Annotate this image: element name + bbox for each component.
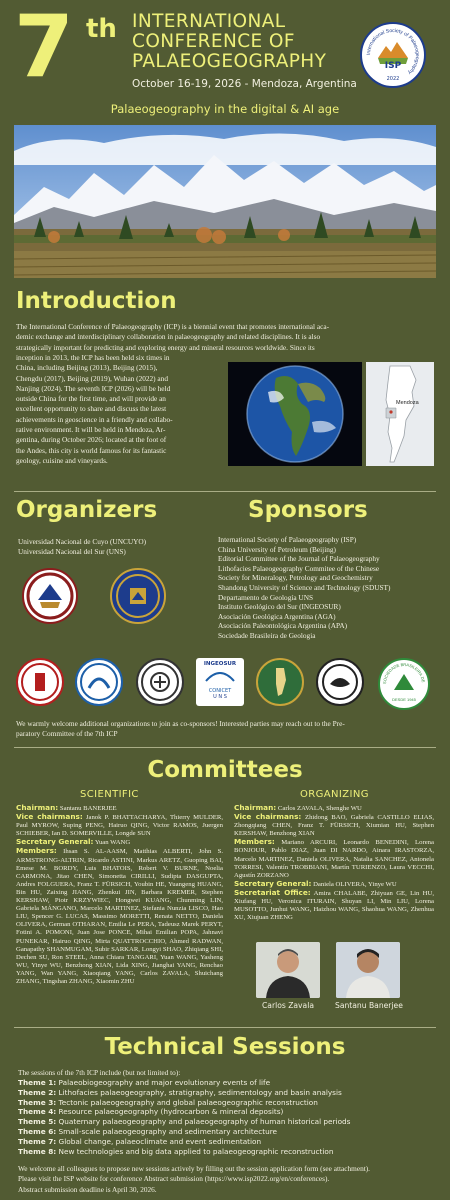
sponsor-item: Asociación Geológica Argentina (AGA) (218, 611, 336, 621)
organizer-item: Universidad Nacional de Cuyo (UNCUYO) (18, 537, 147, 546)
section-divider (14, 491, 436, 492)
organizing-title: ORGANIZING (300, 789, 369, 800)
org-office-label: Secretariat Office: (234, 887, 311, 897)
org-chairman: Carlos ZAVALA, Shenghe WU (277, 805, 362, 812)
sponsor-item: Instituto Geológico del Sur (INGEOSUR) (218, 602, 341, 612)
sci-chairman-label: Chairman: (16, 803, 59, 812)
org-secretary: Daniela OLIVERA, Yinye WU (313, 880, 397, 888)
theme-text: Resource palaeogeography (hydrocarbon & mineral deposits) (58, 1107, 284, 1117)
sci-members: Ihsan S. AL-AASM, Matthias ALBERTI, John S. ARMSTRONG-ALTRIN, Ricardo ASTINI, Markus ARETZ, Guoping BAI, Emese M. BORDY, Luis BHATOIS, Robert V. BURNE, Noelia CARMONA, Jitao CHEN, Simonetta CIRILLI, Sudipta DASGUPTA, Andres FOLGUERA, Franz T. FÜRSICH, Youbin HE, Yuangeng HUANG, Bin HU, Zaixing JIANG, Zhenkui JIN, Barbara KREMER, Stephen KERSHAW, Piotr KRZYWIEC, Hongwei KUANG, Chunming LIN, Gabriela MÁNGANO, Marcelo MARTINEZ, Stefania Nunzia LISCO, Hao LIU, Spencer G. LUCAS, Massimo MORETTI, Renata NETTO, Daniela OLIVERA, German OTHARAN, Emilia Le PERA, Tadeusz Marek PERYT, Fotini A. POMONI, Juan Jose PONCE, Mihai Emilian POPA, Jahnavi PUNEKAR, Hairuo QING, Mirta QUATTROCCHIO, Ahmed RADWAN, Ganapathy SHANMUGAM, Subir SARKAR, Longyi SHAO, Zhiqiang SHI, Dechen SU, Ron STEEL, Anna Chiara TANGARI, Yuan WANG, Yasheng WU, Yinye WU, Benzhong XIAN, Lida XING, Jianghai YANG, Renchao YANG, Wan YANG, Xiaoqiang YANG, Carlos ZAVALA, Shuichang ZHANG, Tingshan ZHANG, Xiaomin ZHU (16, 848, 223, 985)
scientific-title: SCIENTIFIC (80, 789, 139, 800)
theme-text: New technologies and big data applied to palaeogeographic reconstruction (58, 1146, 334, 1156)
org-vice-label: Vice chairmans: (234, 812, 302, 822)
committees-heading: Committees (147, 757, 303, 783)
intro-line: the Andes, this city is world famous for its fantastic (16, 445, 167, 455)
welcome-line: paratory Committee of the 7th ICP (16, 729, 118, 739)
isp-logo (360, 22, 426, 88)
theme-label: Theme 1: (18, 1078, 57, 1087)
sci-chairman: Santanu BANERJEE (59, 805, 117, 812)
uns-seal (110, 568, 166, 624)
sbg-logo (378, 658, 430, 710)
aga-logo (256, 658, 304, 706)
organizing-committee (234, 804, 434, 922)
edition-ordinal: th (86, 14, 117, 44)
sponsor-item: Society for Mineralogy, Petrology and Geochemistry (218, 573, 373, 583)
sci-vice: Janok P. BHATTACHARYA, Thierry MULDER, Paul MYROW, Suping PENG, Hairuo QING, Victor RAMOS, Juergen SCHIEBER, Ian D. SOMERVILLE, Longde SUN (16, 814, 223, 838)
sbg-ring-text: SOCIEDADE BRASILEIRA DE (381, 661, 426, 685)
scientific-committee (16, 804, 223, 986)
org-members: Mariano ARCURI, Leonardo BENEDINI, Lorena BONJOUR, Pablo DIAZ, Juan DI NARDO, Ainara IRASTORZA, Marcelo MARTINEZ, Daniela OLIVERA, Natalia SANCHEZ, Antonela TORRESI, Valentín TROBBIANI, Martín TURIENZO, Laura VECCHI, Agustín ZORZANO (234, 839, 434, 879)
ingeosur-text: INGEOSUR (203, 661, 237, 667)
intro-line: Chengdu (2017), Beijing (2019), Wuhan (2022) and (16, 373, 168, 383)
closing-line: Abstract submission deadline is April 30, 2026. (18, 1184, 157, 1194)
apa-logo (316, 658, 364, 706)
theme-text: Global change, palaeoclimate and event sedimentation (58, 1136, 262, 1146)
sponsor-item: Departamento de Geología UNS (218, 592, 314, 602)
org-secretary-label: Secretary General: (234, 878, 312, 888)
theme-label: Theme 6: (18, 1126, 57, 1136)
sponsor-item: Asociación Paleontológica Argentina (APA) (218, 621, 348, 631)
closing-line: We welcome all colleagues to propose new sessions actively by filling out the session application form (see attachment). (18, 1164, 370, 1173)
theme-label: Theme 5: (18, 1117, 57, 1127)
sponsors-heading: Sponsors (248, 497, 368, 523)
intro-line: achievements in geoscience in a friendly and collabo- (16, 414, 173, 424)
logo-year: 2022 (386, 76, 400, 82)
caption-carlos-zavala: Carlos Zavala (262, 1001, 314, 1010)
sponsor-item: Lithofacies Palaeogeography Commitee of the Chinese (218, 563, 380, 573)
theme-text: Quaternary palaeogeography and palaeogeography of human historical periods (58, 1117, 351, 1127)
theme-label: Theme 8: (18, 1146, 57, 1156)
org-members-label: Members: (234, 837, 275, 847)
edition-number: 7 (14, 0, 74, 97)
intro-paragraph-side (16, 353, 224, 466)
closing-line: Please visit the ISP website for conference Abstract submission (https://www.isp2022.org/en/conferences). (18, 1174, 330, 1184)
section-divider (14, 747, 436, 748)
theme-text: Lithofacies palaeogeography, stratigraphy, sedimentology and basin analysis (58, 1087, 342, 1097)
theme-text: Palaeobiogeography and major evolutionary events of life (58, 1078, 271, 1087)
theme-text: Small-scale palaeogeography and sedimentary architecture (58, 1126, 278, 1136)
sessions-heading: Technical Sessions (104, 1034, 346, 1060)
intro-paragraph-top (16, 322, 434, 353)
intro-line: gentina, during October 2026; located at the foot of (16, 435, 167, 445)
organizer-item: Universidad Nacional del Sur (UNS) (18, 546, 126, 556)
theme-label: Theme 7: (18, 1136, 57, 1146)
theme-label: Theme 4: (18, 1107, 57, 1117)
andes-landscape-photo (14, 125, 436, 278)
theme-label: Theme 3: (18, 1097, 57, 1107)
theme-label: Theme 2: (18, 1087, 57, 1097)
sponsor-item: China University of Petroleum (Beijing) (218, 544, 336, 554)
organizers-list (18, 537, 146, 556)
themes-list (18, 1078, 350, 1156)
sponsor-item: Sociedade Brasileira de Geologia (218, 630, 316, 640)
title-line-3: PALAEOGEOGRAPHY (132, 51, 327, 72)
intro-heading: Introduction (16, 288, 177, 314)
portrait-santanu-banerjee (336, 942, 400, 998)
cosponsor-welcome (16, 719, 436, 740)
org-office: Amira CHALABE, Zhiyuan GE, Lin HU, Xiufang HU, Veronica ITURAIN, Shuyan LI, Min LIU, Lorena MUSOTTO, Junhui WANG, Haizhou WANG, Shaohua WANG, Zhenhua XU, Xiujuan ZHENG (234, 889, 435, 922)
intro-line: Nanjing (2024). The seventh ICP (2026) will be held (16, 383, 171, 393)
sbg-since: DESDE 1945 (392, 697, 416, 702)
intro-line: inception in 2013, the ICP has been held six times in (16, 353, 170, 362)
sessions-closing (18, 1164, 438, 1195)
sci-vice-label: Vice chairmans: (16, 812, 83, 822)
ingeosur-logo (196, 658, 244, 706)
theme-text: Tectonic palaeogeography and global palaeogeographic reconstruction (58, 1097, 318, 1107)
sci-secretary: Yuan WANG (94, 839, 131, 847)
sponsors-list (218, 535, 390, 641)
sessions-intro: The sessions of the 7th ICP include (but not limited to): (18, 1068, 181, 1077)
intro-line: The International Conference of Palaeogeography (ICP) is a biennial event that promotes international aca- (16, 322, 330, 331)
intro-line: outside China for the first time, and will provide an (16, 394, 166, 404)
map-label: Mendoza (396, 400, 419, 406)
intro-line: China, including Beijing (2013), Beijing (2015), (16, 363, 158, 373)
sci-secretary-label: Secretary General: (16, 837, 94, 847)
conicet-text: CONICET (208, 688, 232, 694)
title-line-2: CONFERENCE OF (132, 31, 295, 52)
journal-logo (75, 658, 123, 706)
portrait-carlos-zavala (256, 942, 320, 998)
org-chairman-label: Chairman: (234, 803, 277, 812)
intro-line: geology, cuisine and vineyards. (16, 455, 108, 465)
caption-santanu-banerjee: Santanu Banerjee (335, 1001, 403, 1010)
cup-logo (16, 658, 64, 706)
uns-text: U N S (213, 694, 227, 700)
poster-header (0, 0, 450, 128)
title-line-1: INTERNATIONAL (132, 11, 286, 32)
intro-line: demic exchange and interdisciplinary collaboration in palaeogeography and related disciplines. It is also (16, 332, 321, 342)
sponsor-item: International Society of Palaeogeography (ISP) (218, 535, 357, 544)
sdust-logo (136, 658, 184, 706)
org-vice: Zhidong BAO, Gabriela CASTILLO ELIAS, Zhongqiang CHEN, Franz T. FÜRSICH, Xiumian HU, Stephen KERSHAW, Benzhong XIAN (234, 814, 434, 838)
argentina-map (366, 362, 434, 466)
sponsor-item: Shandong University of Science and Technology (SDUST) (218, 582, 391, 592)
intro-line: excellent opportunity to share and discuss the latest (16, 404, 167, 414)
sci-members-label: Members: (16, 846, 57, 856)
uncuyo-seal (22, 568, 78, 624)
logo-abbr: ISP (384, 61, 402, 71)
welcome-line: We warmly welcome additional organizations to join as co-sponsors! Interested parties may reach out to the Pre- (16, 719, 345, 728)
organizers-heading: Organizers (16, 497, 158, 523)
tagline: Palaeogeography in the digital & AI age (110, 102, 340, 116)
date-place: October 16-19, 2026 - Mendoza, Argentina (132, 78, 357, 90)
intro-line: strategically important for predicting and exploring energy and mineral resources worldwide. Since its (16, 342, 315, 352)
logo-ring-text: International Society of Palaeogeography (365, 27, 421, 76)
sponsor-item: Editorial Committee of the Journal of Palaeogeography (218, 554, 380, 564)
globe-image (228, 362, 362, 466)
section-divider (14, 1027, 436, 1028)
intro-line: rative environment. It will be held in Mendoza, Ar- (16, 425, 166, 435)
